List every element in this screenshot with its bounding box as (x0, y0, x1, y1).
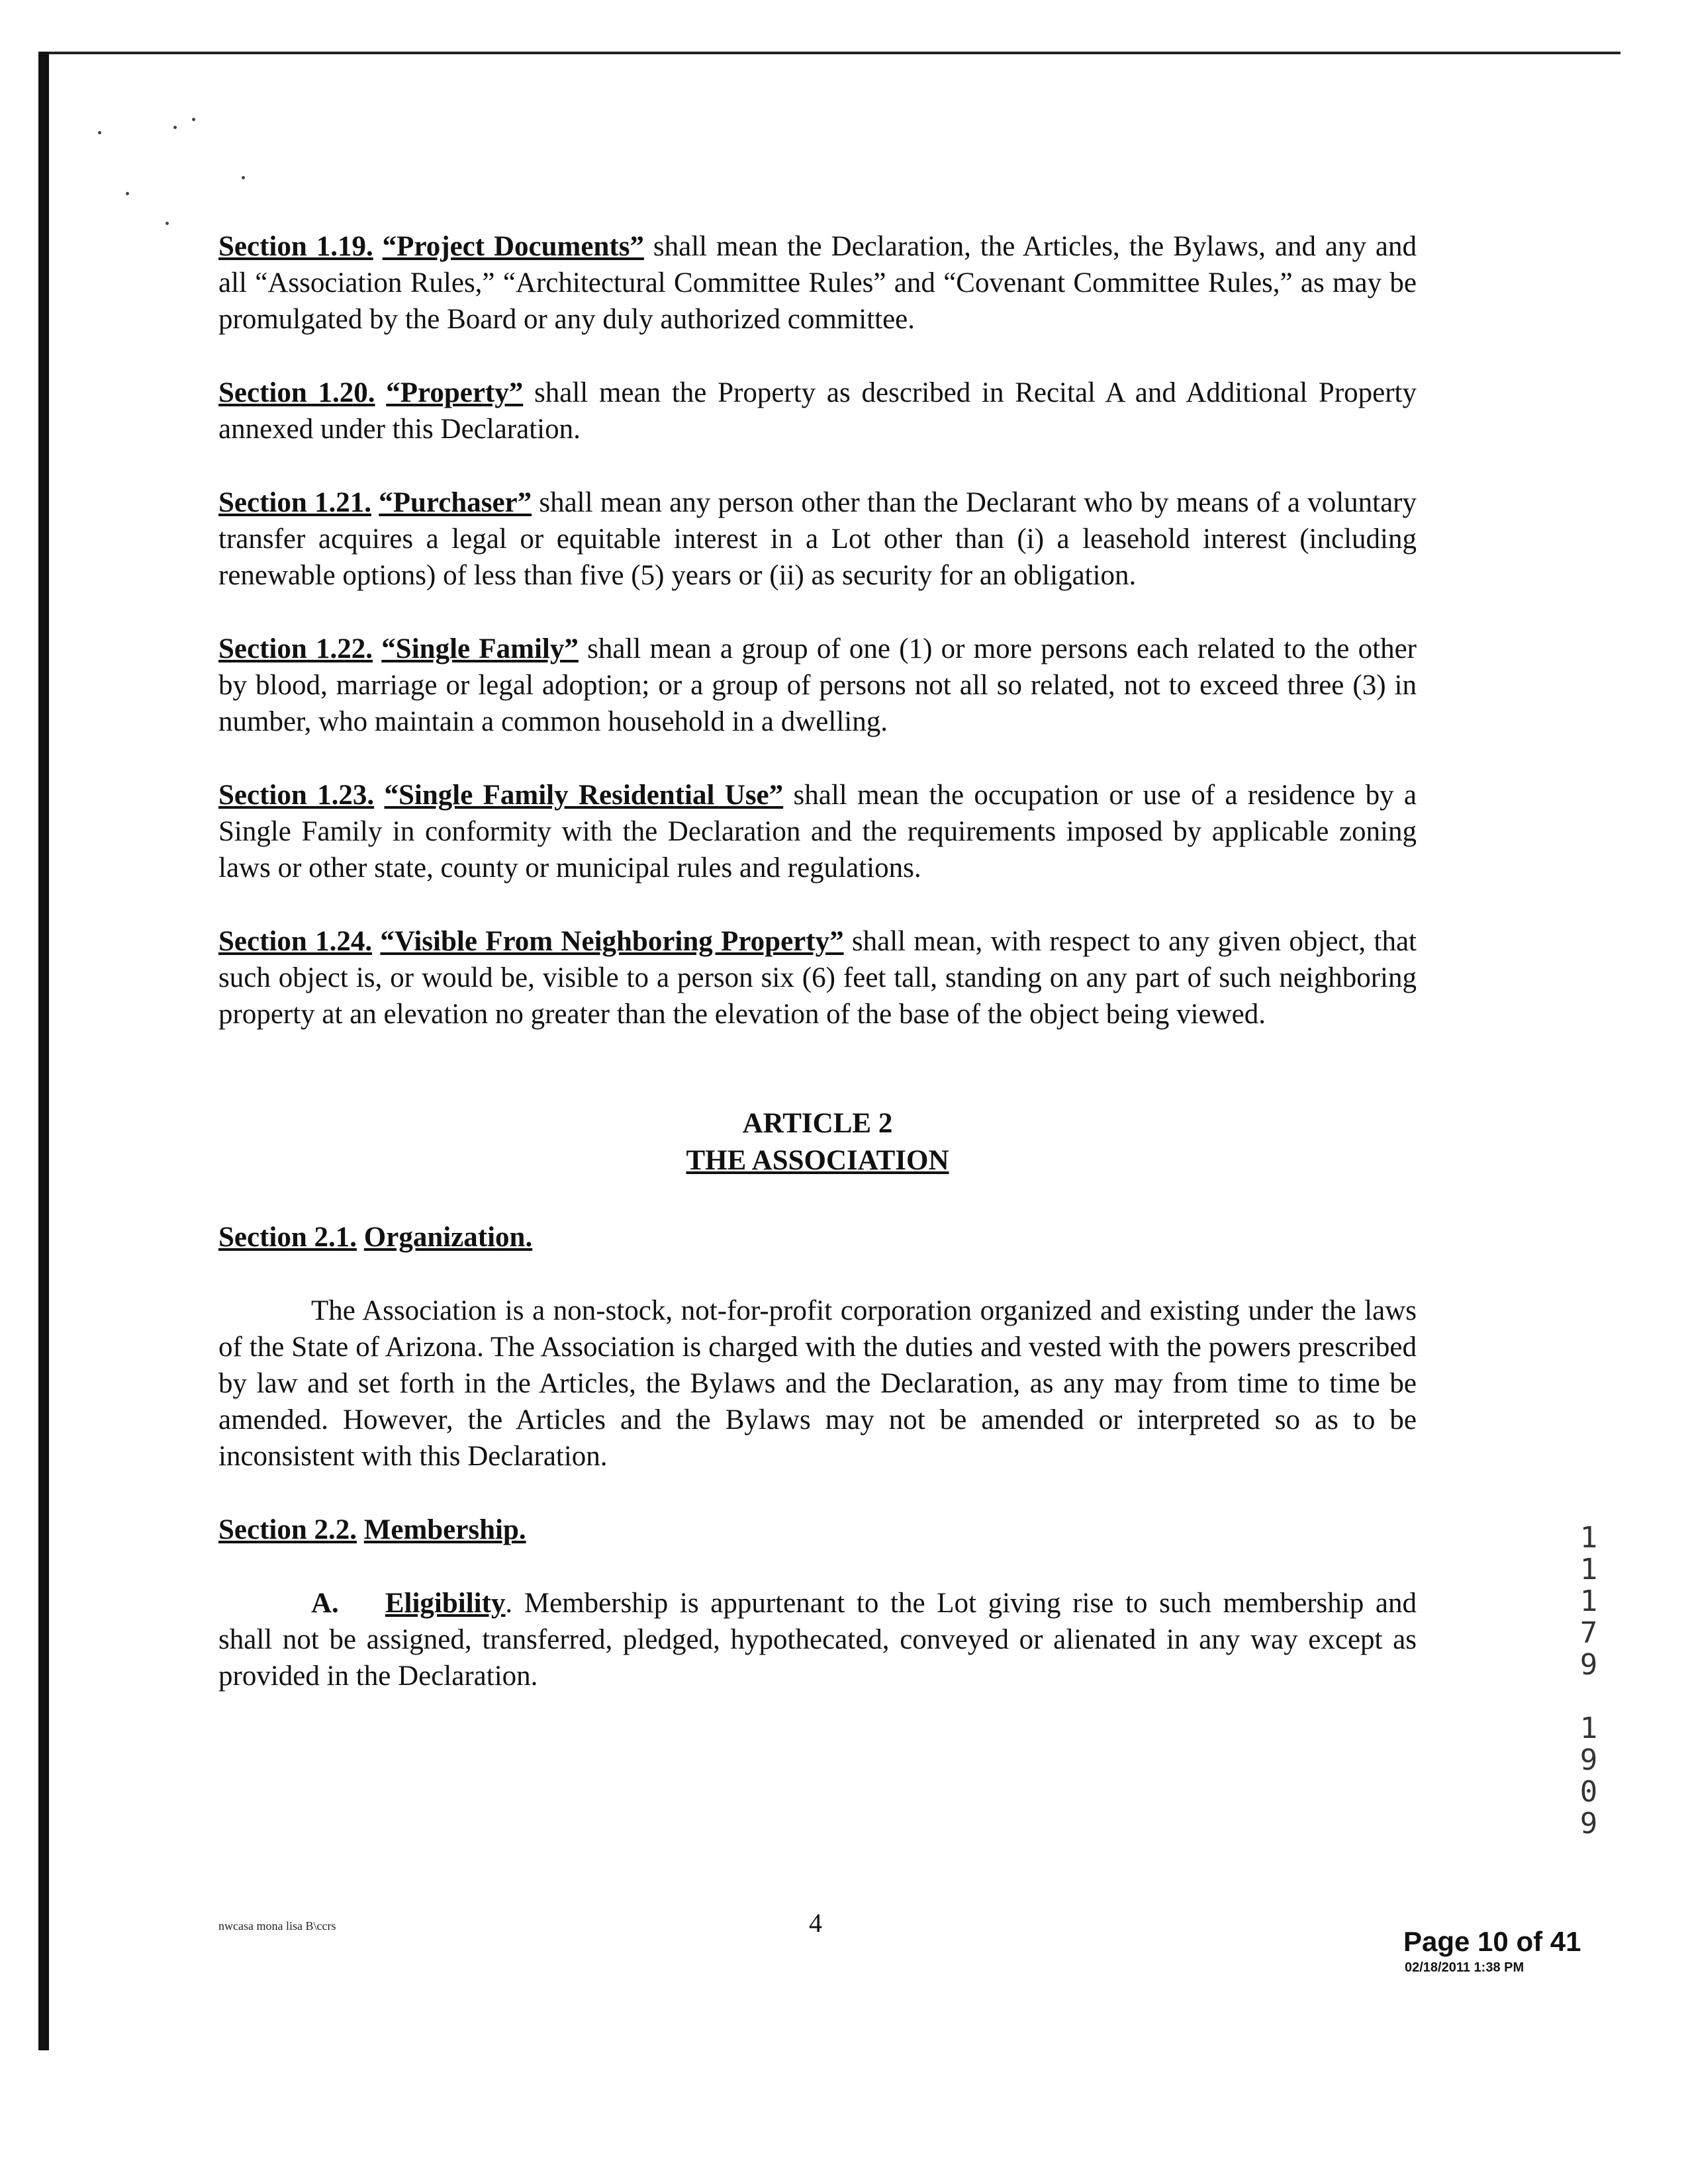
section-title: Organization. (363, 1222, 533, 1253)
scan-speck (165, 222, 169, 225)
section-1-23 (218, 777, 1417, 886)
scan-speck (126, 192, 129, 195)
footer-file-path: nwcasa mona lisa B\ccrs (218, 1919, 336, 1933)
stamp-digit: 9 (1579, 1743, 1598, 1777)
stamp-digit: 1 (1579, 1553, 1598, 1586)
section-number: Section 1.20. (218, 377, 375, 408)
scan-speck (192, 118, 195, 121)
stamp-gap (1569, 1681, 1609, 1713)
section-title: Membership. (363, 1514, 526, 1545)
section-number: Section 1.21. (218, 487, 371, 518)
print-timestamp: 02/18/2011 1:38 PM (1405, 1960, 1524, 1975)
section-2-2-heading (218, 1512, 1417, 1548)
defined-term: “Single Family Residential Use” (384, 780, 784, 811)
subsection-letter: A. (311, 1588, 339, 1619)
article-title: THE ASSOCIATION (686, 1145, 949, 1176)
defined-term: “Project Documents” (382, 231, 644, 262)
stamp-digit: 1 (1579, 1584, 1598, 1618)
section-number: Section 2.2. (218, 1514, 357, 1545)
subsection-title: Eligibility (385, 1588, 506, 1619)
section-number: Section 1.23. (218, 780, 375, 811)
section-number: Section 1.19. (218, 231, 373, 262)
section-text: shall mean, with respect to any given object, that such object is, or would be, visible to a person six (6) feet tall, standing on any part of such neighboring property at an elevation no greater than the elevation of the base of the object being viewed. (218, 926, 1417, 1030)
article-heading (218, 1105, 1417, 1179)
stamp-digit: 1 (1579, 1711, 1598, 1745)
scan-speck (242, 176, 245, 179)
stamp-digit: 9 (1579, 1807, 1598, 1841)
section-2-1-heading (218, 1219, 1417, 1255)
scan-speck (173, 126, 177, 129)
section-number: Section 1.24. (218, 926, 373, 957)
section-1-24 (218, 923, 1417, 1032)
defined-term: “Property” (386, 377, 524, 408)
section-1-22 (218, 631, 1417, 740)
stamp-digit: 0 (1579, 1775, 1598, 1809)
section-number: Section 1.22. (218, 633, 373, 664)
section-number: Section 2.1. (218, 1222, 357, 1253)
section-text: shall mean the occupation or use of a residence by a Single Family in conformity with the Declaration and the requirements imposed by applicable zoning laws or other state, county or municipal rules and regulations. (218, 780, 1417, 884)
defined-term: “Purchaser” (379, 487, 532, 518)
section-2-2-a (218, 1585, 1417, 1694)
document-body (218, 228, 1417, 1731)
section-text: shall mean a group of one (1) or more persons each related to the other by blood, marriage or legal adoption; or a group of persons not all so related, not to exceed three (3) in number, who maintain a common household in a dwelling. (218, 633, 1417, 737)
section-text: shall mean any person other than the Declarant who by means of a voluntary transfer acquires a legal or equitable interest in a Lot other than (i) a leasehold interest (including renewable options) of less than five (5) years or (ii) as security for an obligation. (218, 487, 1417, 591)
article-number: ARTICLE 2 (742, 1108, 893, 1139)
page-of-count: Page 10 of 41 (1403, 1926, 1581, 1957)
stamp-digit: 1 (1579, 1521, 1598, 1555)
section-text: shall mean the Property as described in Recital A and Additional Property annexed under this Declaration. (218, 377, 1417, 445)
left-scan-bar (38, 52, 49, 2050)
section-2-1-body: The Association is a non-stock, not-for-profit corporation organized and existing under the laws of the State of Arizona. The Association is charged with the duties and vested with the powers prescribed by law and set forth in the Articles, the Bylaws and the Declaration, as any may from time to time be amended. However, the Articles and the Bylaws may not be amended or interpreted so as to be inconsistent with this Declaration. (218, 1295, 1417, 1472)
scan-speck (98, 131, 101, 134)
recording-stamp-digits (1569, 1522, 1609, 1840)
defined-term: “Single Family” (381, 633, 579, 664)
stamp-digit: 7 (1579, 1616, 1598, 1650)
section-1-20 (218, 375, 1417, 447)
section-1-21 (218, 484, 1417, 594)
top-rule (38, 52, 1620, 54)
section-1-19 (218, 228, 1417, 338)
stamp-digit: 9 (1579, 1648, 1598, 1682)
subsection-text: . Membership is appurtenant to the Lot giving rise to such membership and shall not be assigned, transferred, pledged, hypothecated, conveyed or alienated in any way except as provided in the Declaration. (218, 1588, 1417, 1692)
page-number: 4 (809, 1908, 822, 1938)
section-text: shall mean the Declaration, the Articles, the Bylaws, and any and all “Association Rules,” “Architectural Committee Rules” and “Covenant Committee Rules,” as may be promulgated by the Board or any duly authorized committee. (218, 231, 1417, 335)
defined-term: “Visible From Neighboring Property” (380, 926, 844, 957)
